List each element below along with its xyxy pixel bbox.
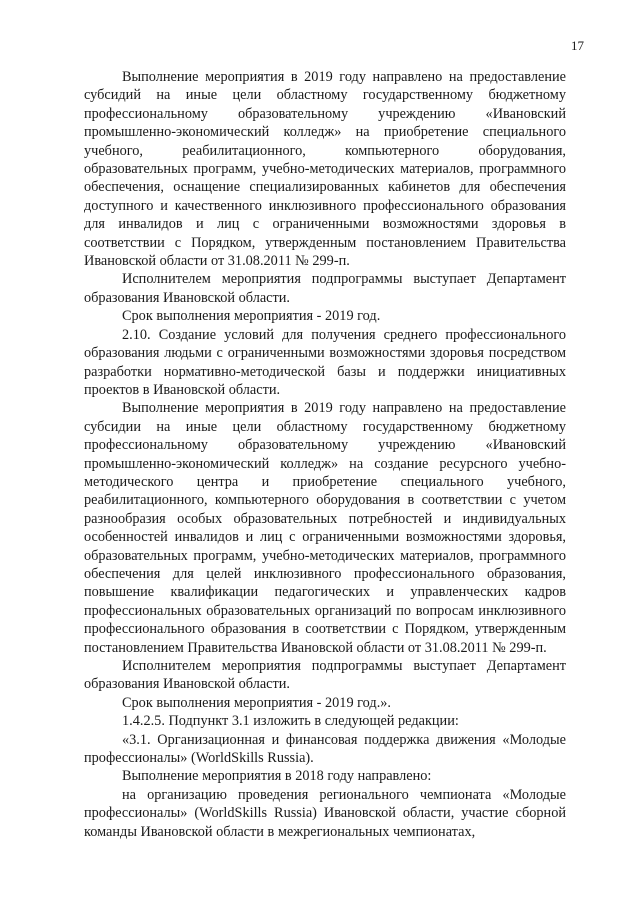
document-body xyxy=(84,68,566,841)
paragraph: 2.10. Создание условий для получения среднего профессионального образования людьми с ограниченными возможностями здоровья посредством разработки нормативно-методической базы и поддержки инициативных проектов в Ивановской области. xyxy=(84,326,566,398)
paragraph: Срок выполнения мероприятия - 2019 год. xyxy=(122,308,381,325)
paragraph: Исполнителем мероприятия подпрограммы выступает Департамент образования Ивановской области. xyxy=(84,658,566,693)
page-number: 17 xyxy=(571,38,584,53)
paragraph: на организацию проведения регионального чемпионата «Молодые профессионалы» (WorldSkills Russia) Ивановской области, участие сборной команды Ивановской области в межрегиональных чемпионатах, xyxy=(84,786,566,840)
paragraph: Выполнение мероприятия в 2019 году направлено на предоставление субсидии на иные цели областному государственному бюджетному профессиональному образовательному учреждению «Ивановский промышленно-экономический колледж» на создание ресурсного учебно-методического центра и приобретение специального учебного, реабилитационного, компьютерного оборудования в соответствии с учетом разнообразия особых образовательных потребностей и индивидуальных особенностей инвалидов и лиц с ограниченными возможностями здоровья, образовательных программ, учебно-методических материалов, программного обеспечения для целей инклюзивного профессионального образования, повышение квалификации педагогических и управленческих кадров профессиональных образовательных организаций по вопросам инклюзивного профессионального образования в соответствии с Порядком, утвержденным постановлением Правительства Ивановской области от 31.08.2011 № 299-п. xyxy=(84,400,566,656)
paragraph: «3.1. Организационная и финансовая поддержка движения «Молодые профессионалы» (WorldSkills Russia). xyxy=(84,731,566,767)
paragraph: Выполнение мероприятия в 2019 году направлено на предоставление субсидий на иные цели областному государственному бюджетному профессиональному образовательному учреждению «Ивановский промышленно-экономический колледж» на приобретение специального учебного, реабилитационного, компьютерного оборудования, образовательных программ, учебно-методических материалов, программного обеспечения, оснащение специализированных кабинетов для обеспечения доступного и качественного инклюзивного профессионального образования для инвалидов и лиц с ограниченными возможностями здоровья в соответствии с Порядком, утвержденным постановлением Правительства Ивановской области от 31.08.2011 № 299-п. xyxy=(84,69,566,270)
paragraph: Исполнителем мероприятия подпрограммы выступает Департамент образования Ивановской области. xyxy=(84,271,566,306)
paragraph: 1.4.2.5. Подпункт 3.1 изложить в следующей редакции: xyxy=(122,713,459,730)
paragraph: Срок выполнения мероприятия - 2019 год.». xyxy=(122,694,391,711)
paragraph: Выполнение мероприятия в 2018 году направлено: xyxy=(122,768,432,785)
